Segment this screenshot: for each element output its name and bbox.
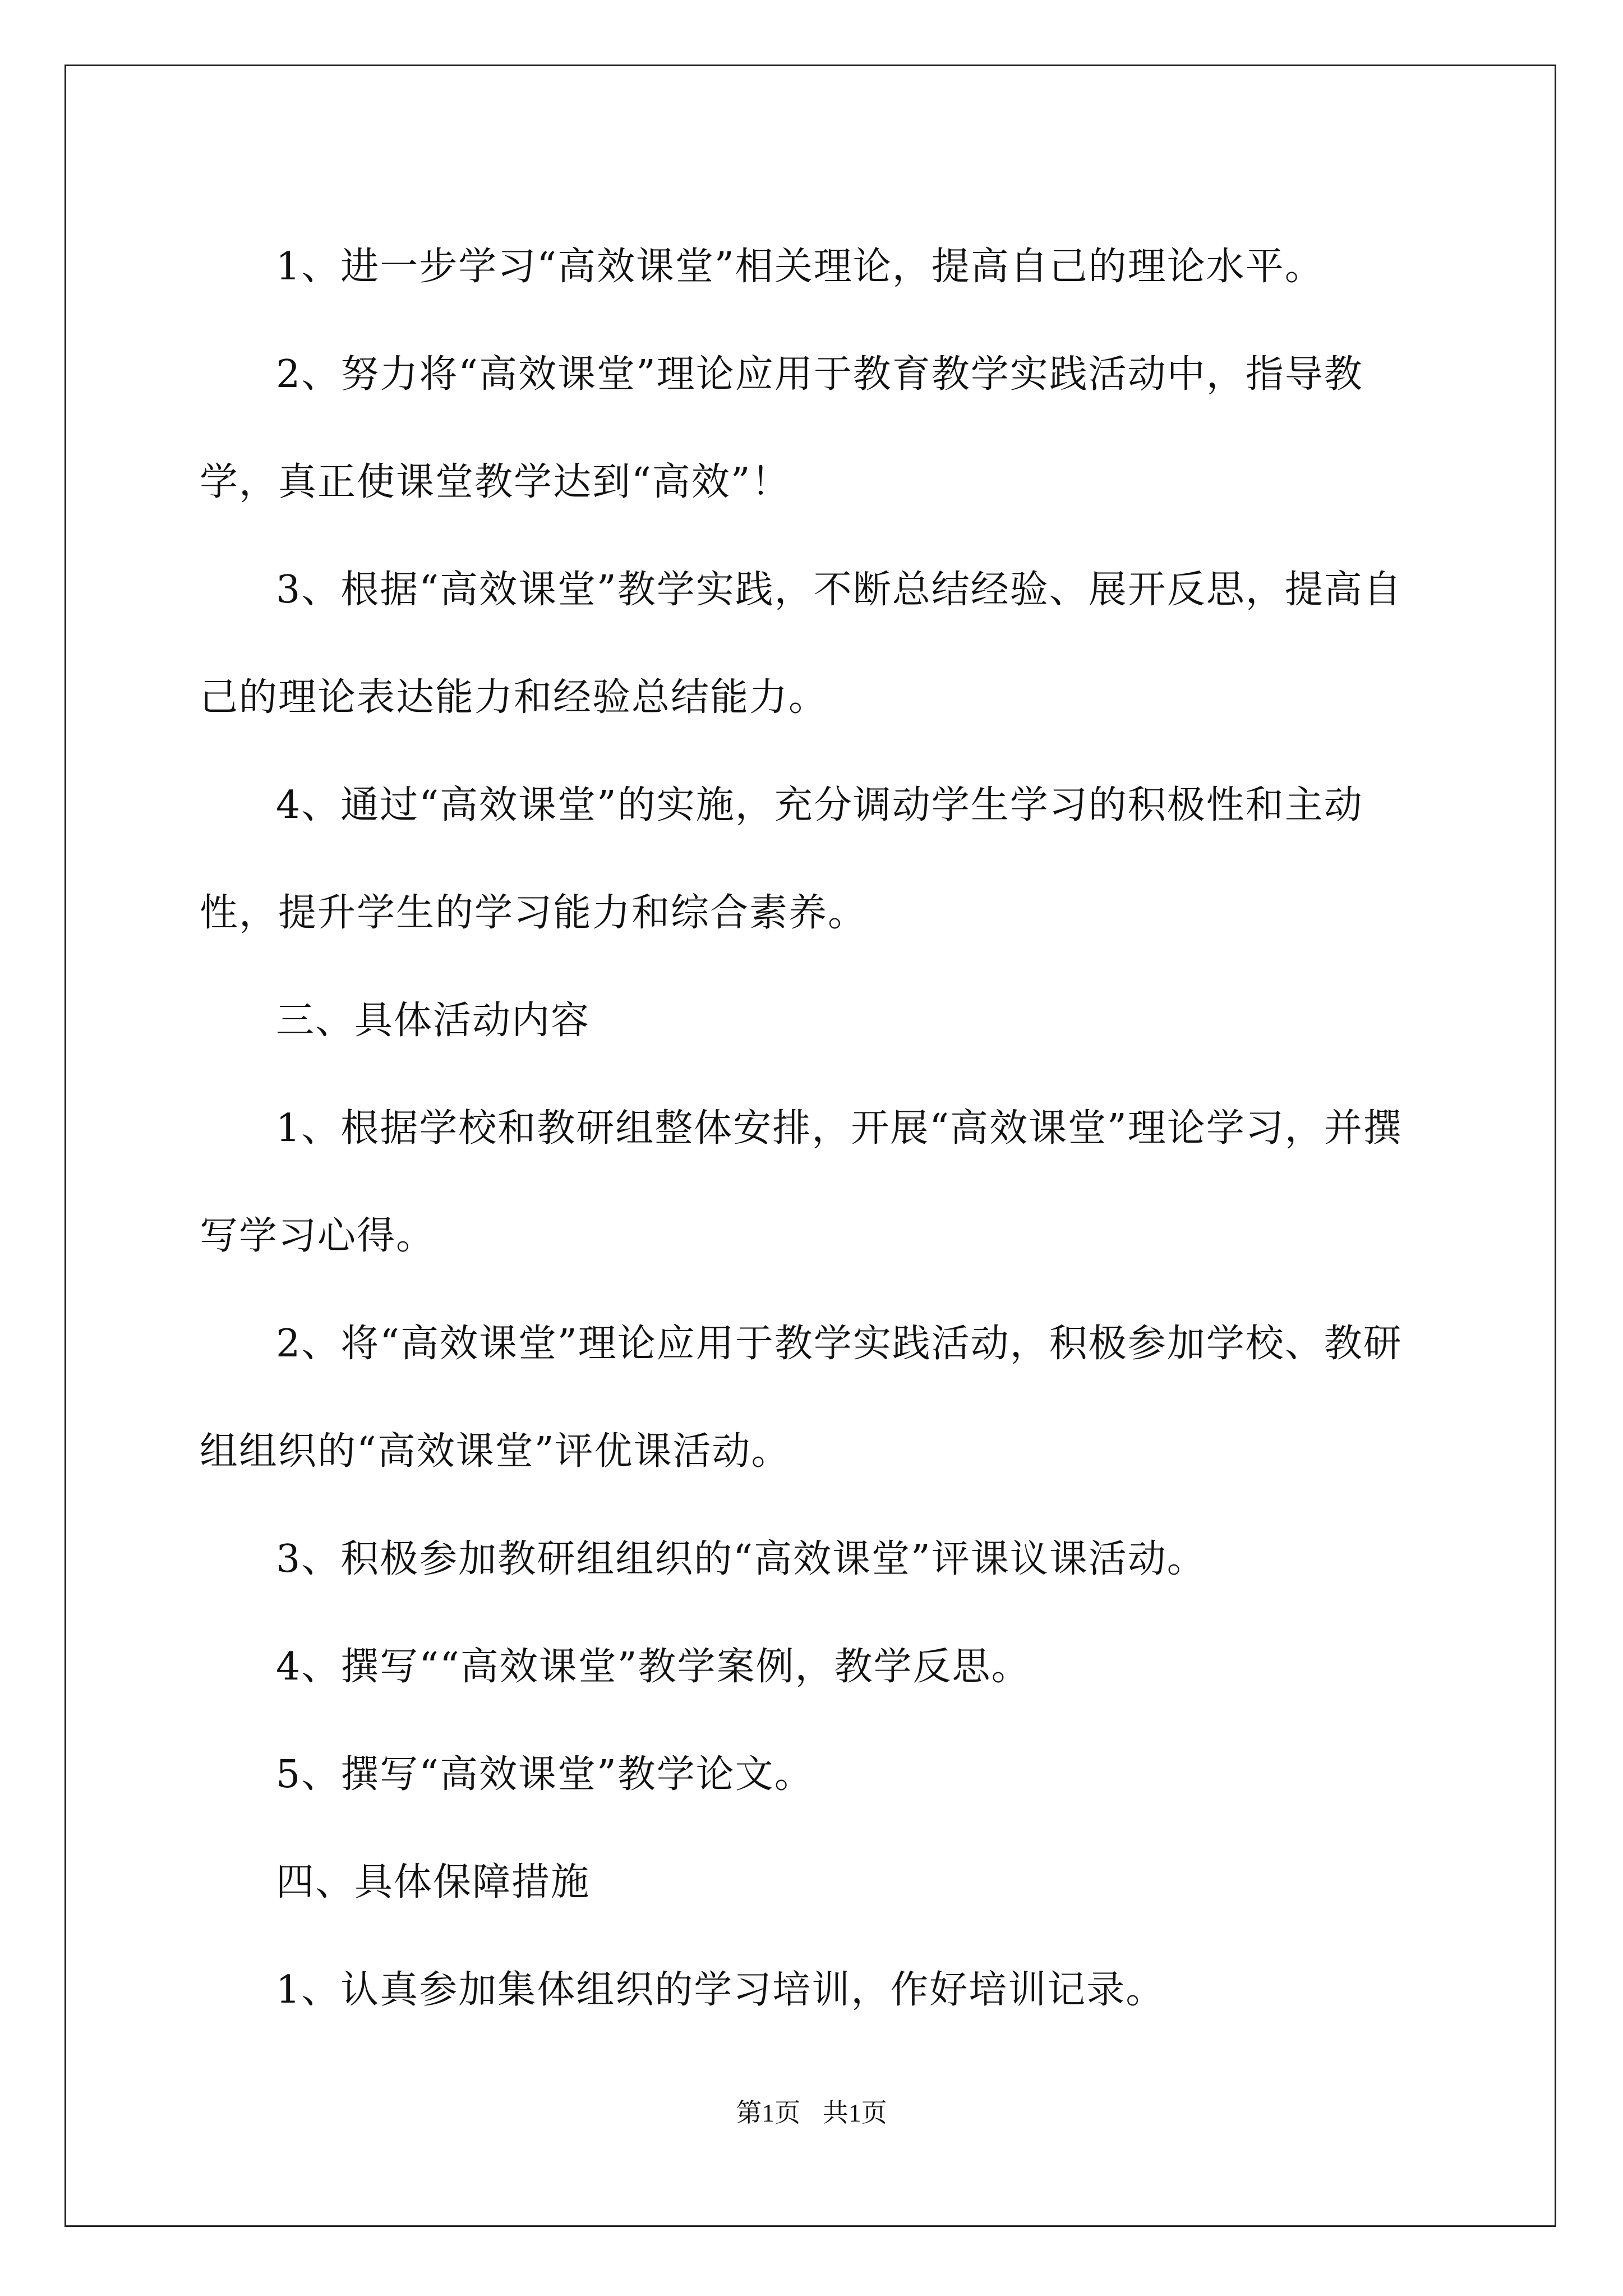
- paragraph: 3、根据“高效课堂”教学实践，不断总结经验、展开反思，提高自己的理论表达能力和经验总结能力。: [200, 568, 1403, 720]
- paragraph: 4、撰写““高效课堂”教学案例，教学反思。: [276, 1645, 1031, 1689]
- page-number: 第1页: [736, 2099, 801, 2127]
- paragraph: 2、将“高效课堂”理论应用于教学实践活动，积极参加学校、教研组组织的“高效课堂”评优课活动。: [200, 1322, 1403, 1474]
- section-heading: 四、具体保障措施: [276, 1860, 591, 1904]
- document-body: [200, 213, 1422, 2044]
- paragraph: 4、通过“高效课堂”的实施，充分调动学生学习的积极性和主动性，提升学生的学习能力和综合素养。: [200, 783, 1363, 935]
- page-footer: [0, 2092, 1623, 2129]
- paragraph: 5、撰写“高效课堂”教学论文。: [276, 1752, 814, 1797]
- paragraph: 3、积极参加教研组组织的“高效课堂”评课议课活动。: [276, 1537, 1206, 1581]
- paragraph: 1、进一步学习“高效课堂”相关理论，提高自己的理论水平。: [276, 245, 1324, 289]
- paragraph: 1、根据学校和教研组整体安排，开展“高效课堂”理论学习，并撰写学习心得。: [200, 1106, 1403, 1258]
- paragraph: 1、认真参加集体组织的学习培训，作好培训记录。: [276, 1968, 1165, 2012]
- page-total: 共1页: [822, 2099, 887, 2127]
- paragraph: 2、努力将“高效课堂”理论应用于教育教学实践活动中，指导教学，真正使课堂教学达到“高效”！: [200, 352, 1363, 504]
- section-heading: 三、具体活动内容: [276, 999, 591, 1043]
